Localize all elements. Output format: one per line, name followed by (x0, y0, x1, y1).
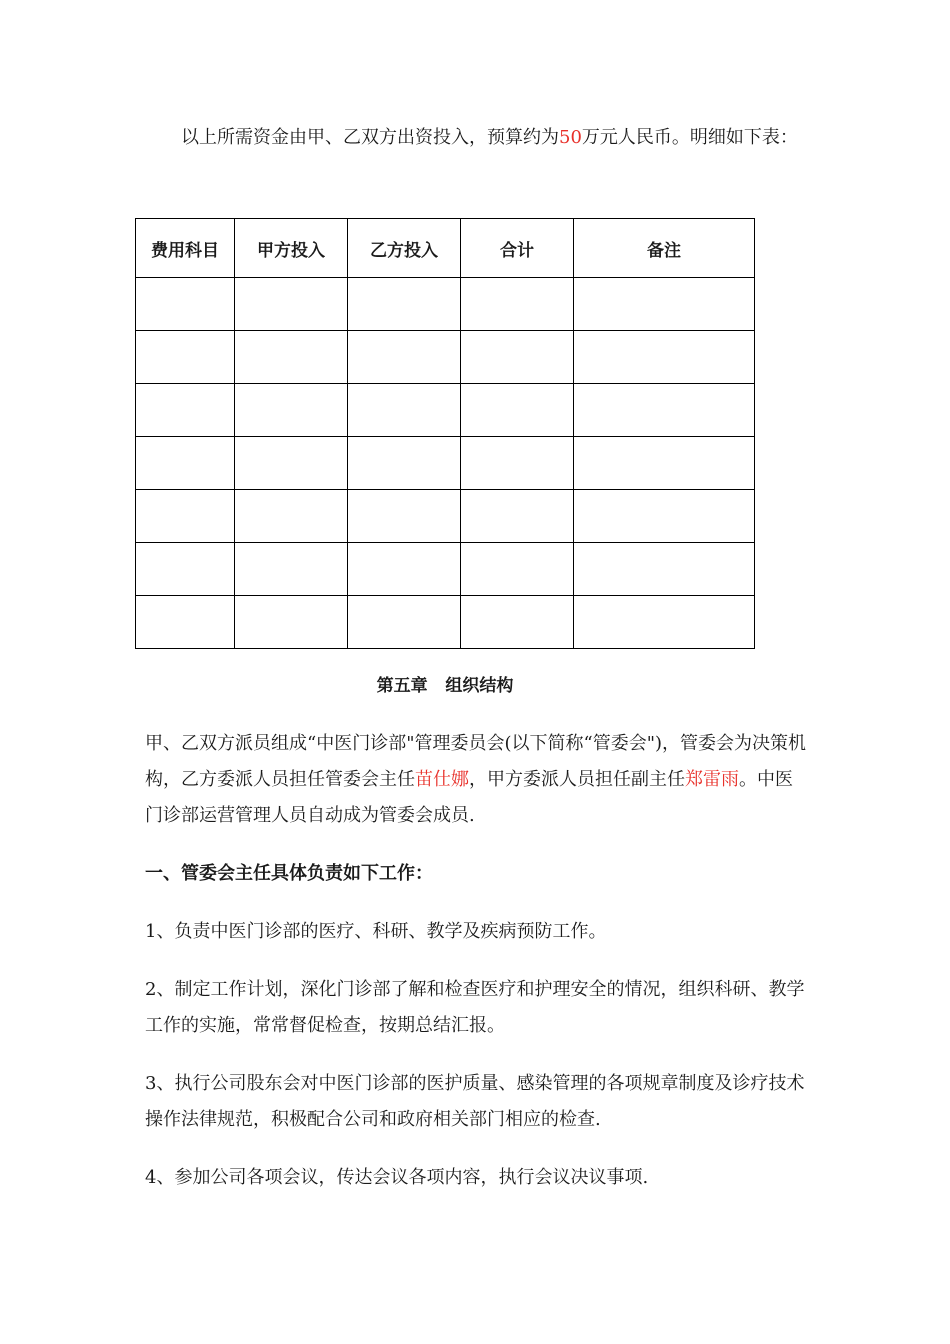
chapter-number: 第五章 (376, 676, 428, 696)
organization-text-1: 甲、乙双方派员组成“中医门诊部"管理委员会(以下简称“管委会")，管委会为决策机构，乙方委派人员担任管委会主任 (145, 733, 807, 790)
funding-text-1: 以上所需资金由甲、乙双方出资投入，预算约为 (181, 127, 559, 148)
table-cell (574, 596, 755, 649)
table-cell (348, 331, 461, 384)
header-total: 合计 (461, 219, 574, 278)
table-cell (235, 278, 348, 331)
table-cell (348, 278, 461, 331)
table-cell (574, 437, 755, 490)
budget-table (135, 218, 755, 649)
table-row (136, 437, 755, 490)
table-cell (136, 596, 235, 649)
table-row (136, 596, 755, 649)
table-row (136, 278, 755, 331)
budget-amount: 50 (559, 127, 582, 148)
table-cell (136, 490, 235, 543)
organization-text-3: 。中医门诊部运营管理人员自动成为管委会成员. (145, 769, 793, 826)
header-expense-item: 费用科目 (136, 219, 235, 278)
funding-text-2: 万元人民币。明细如下表： (581, 127, 798, 148)
table-cell (348, 596, 461, 649)
section-heading: 一、管委会主任具体负责如下工作： (145, 863, 433, 884)
table-cell (235, 490, 348, 543)
duty-item-1: 1、负责中医门诊部的医疗、科研、教学及疾病预防工作。 (145, 921, 607, 942)
table-cell (235, 437, 348, 490)
table-cell (574, 278, 755, 331)
header-party-a: 甲方投入 (235, 219, 348, 278)
chapter-heading (135, 672, 755, 700)
table-row (136, 490, 755, 543)
duty-item-4: 4、参加公司各项会议，传达会议各项内容，执行会议决议事项. (145, 1167, 649, 1188)
header-party-b: 乙方投入 (348, 219, 461, 278)
table-cell (235, 384, 348, 437)
table-cell (235, 596, 348, 649)
table-cell (461, 437, 574, 490)
table-cell (348, 437, 461, 490)
table-cell (136, 278, 235, 331)
table-cell (136, 331, 235, 384)
table-cell (574, 490, 755, 543)
table-cell (461, 543, 574, 596)
table-cell (348, 384, 461, 437)
deputy-director-name: 郑雷雨 (685, 769, 739, 790)
header-remarks: 备注 (574, 219, 755, 278)
director-name: 苗仕娜 (415, 769, 469, 790)
table-row (136, 543, 755, 596)
table-cell (136, 384, 235, 437)
table-cell (461, 384, 574, 437)
organization-text-2: ，甲方委派人员担任副主任 (469, 769, 685, 790)
table-cell (235, 331, 348, 384)
table-cell (136, 543, 235, 596)
table-body (136, 278, 755, 649)
duty-item-3: 3、执行公司股东会对中医门诊部的医护质量、感染管理的各项规章制度及诊疗技术操作法律规范，积极配合公司和政府相关部门相应的检查. (145, 1073, 805, 1130)
table-cell (574, 331, 755, 384)
table-row (136, 331, 755, 384)
table-cell (348, 543, 461, 596)
table-cell (136, 437, 235, 490)
table-cell (461, 596, 574, 649)
table-cell (348, 490, 461, 543)
chapter-title: 组织结构 (445, 676, 514, 696)
table-cell (235, 543, 348, 596)
table-row (136, 384, 755, 437)
table-header-row (136, 219, 755, 278)
table-cell (461, 331, 574, 384)
table-cell (574, 384, 755, 437)
funding-paragraph (145, 120, 810, 156)
table-cell (461, 490, 574, 543)
table-cell (461, 278, 574, 331)
duty-item-2: 2、制定工作计划，深化门诊部了解和检查医疗和护理安全的情况，组织科研、教学工作的实施，常常督促检查，按期总结汇报。 (145, 979, 805, 1036)
organization-paragraph (145, 726, 810, 834)
table-cell (574, 543, 755, 596)
